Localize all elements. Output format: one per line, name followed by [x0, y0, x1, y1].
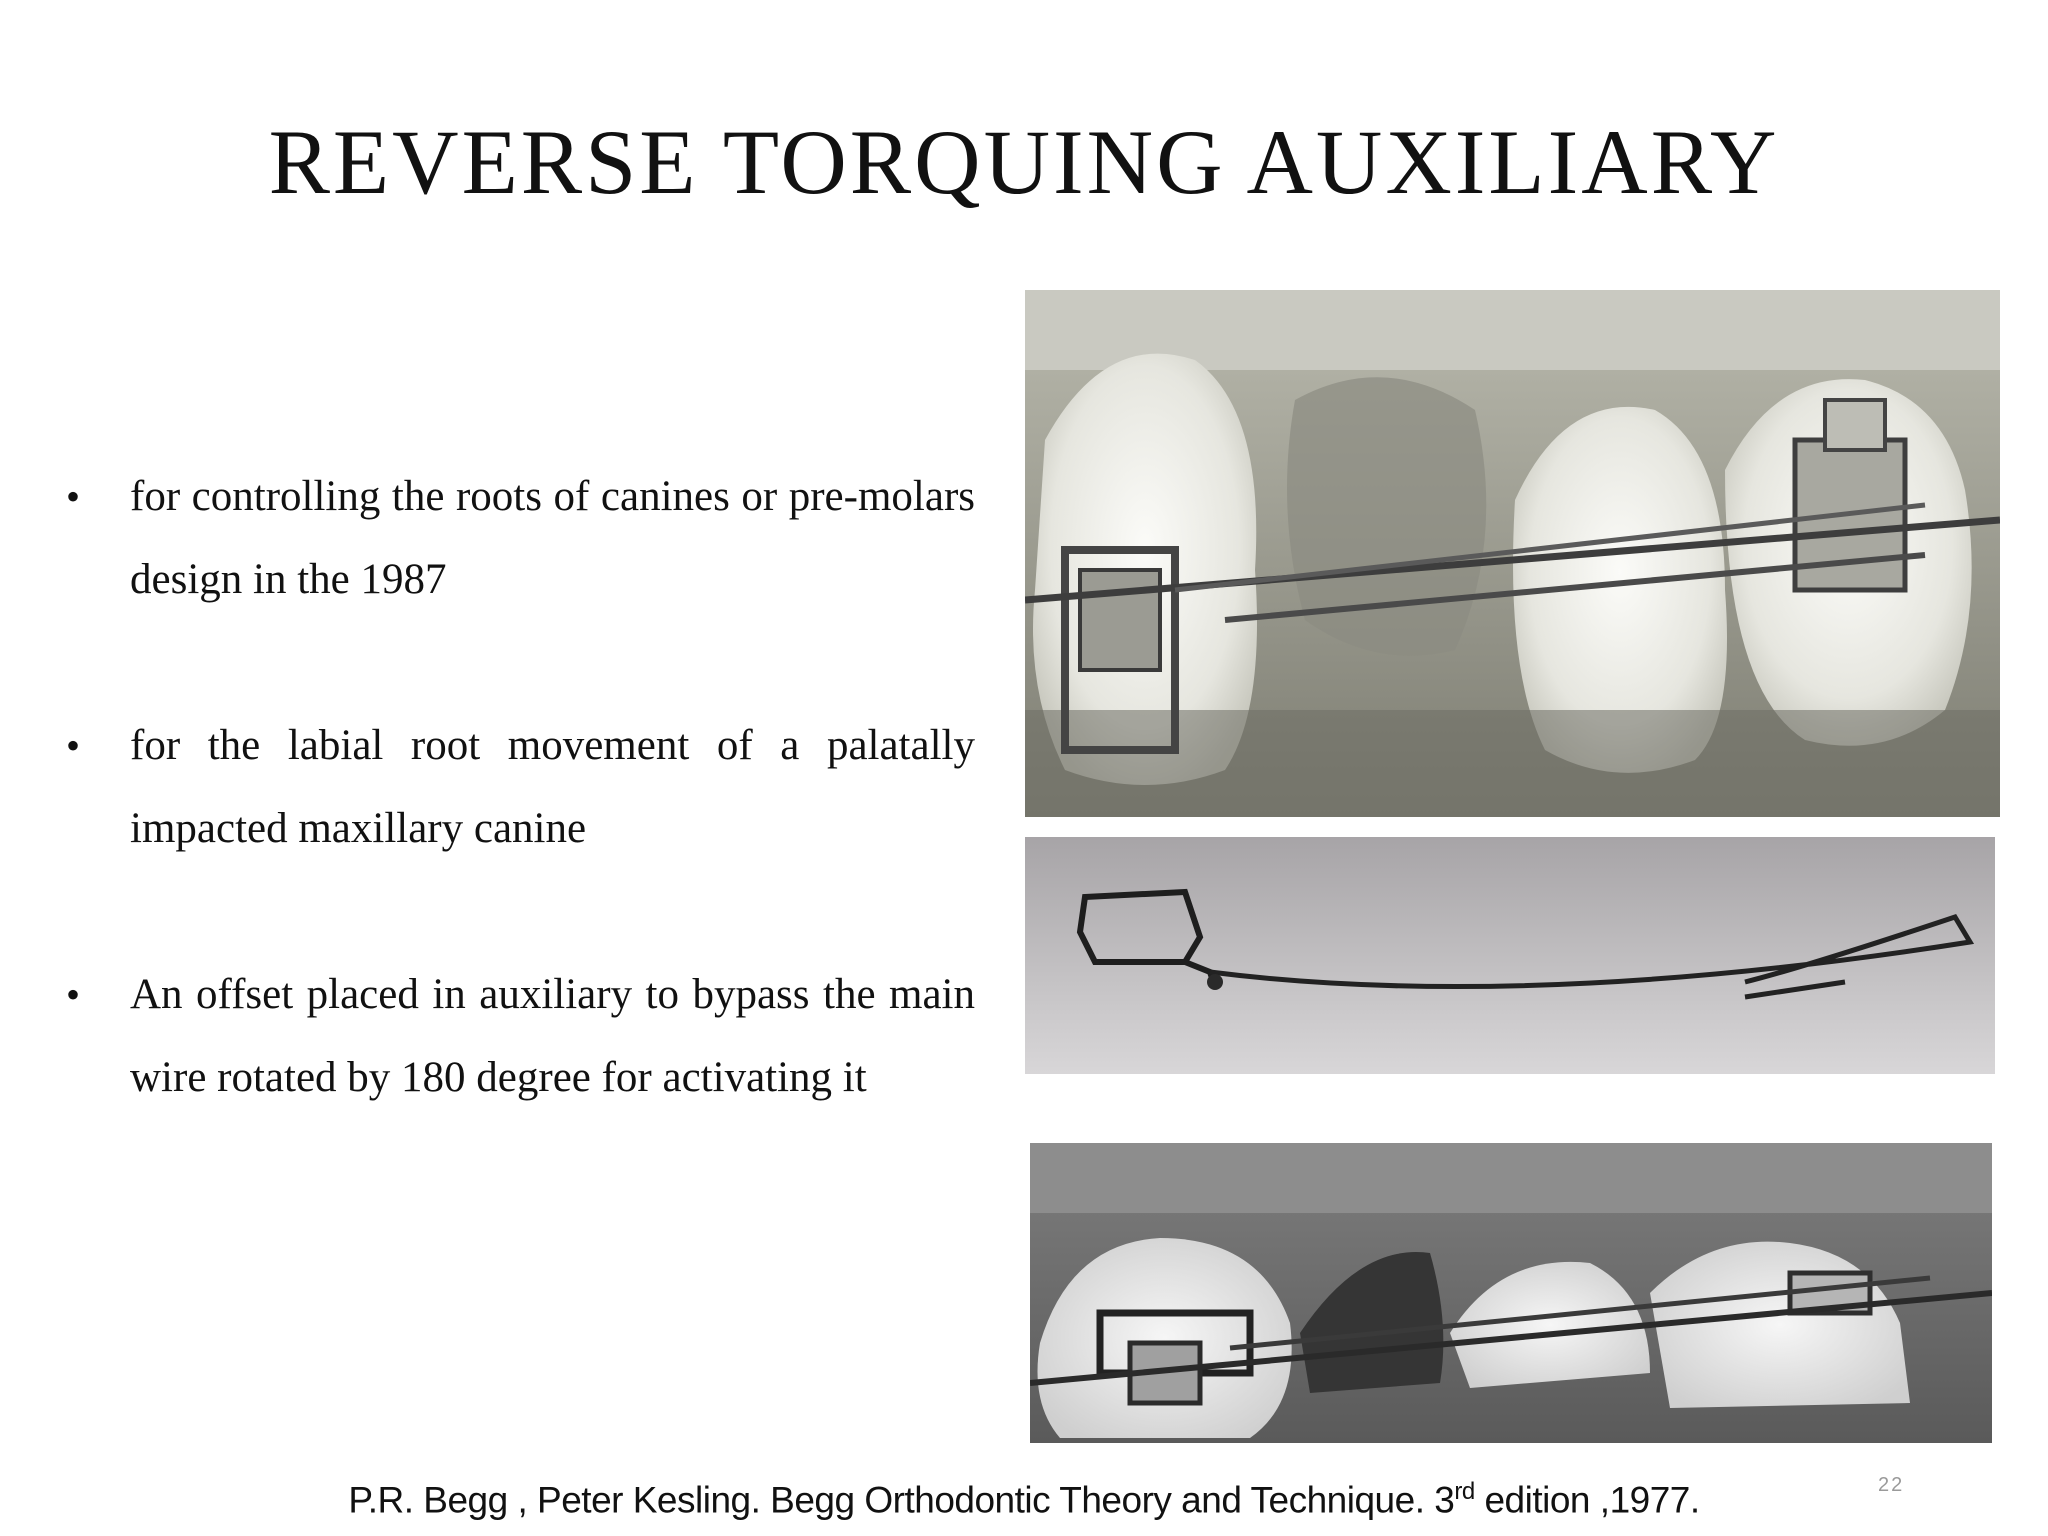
bullet-item	[60, 953, 975, 1119]
bullet-text: for controlling the roots of canines or pre-molars design in the 1987	[130, 473, 975, 603]
photo-illustration	[1025, 837, 1995, 1074]
bullet-item	[60, 455, 975, 621]
photo-illustration	[1030, 1143, 1992, 1443]
reference-title: Begg Orthodontic Theory and Technique. 3	[760, 1479, 1455, 1521]
page-number: 22	[1878, 1474, 1905, 1496]
reference-edition: edition ,1977.	[1474, 1479, 1700, 1521]
reference-citation	[0, 1478, 2048, 1521]
photo-illustration	[1025, 290, 2000, 817]
bullet-item	[60, 704, 975, 870]
bullet-list	[60, 455, 975, 1119]
reference-authors: P.R. Begg , Peter Kesling.	[348, 1479, 761, 1521]
bullet-marker: •	[66, 723, 81, 768]
auxiliary-wire-photo	[1025, 837, 1995, 1074]
slide-title: REVERSE TORQUING AUXILIARY	[268, 111, 1780, 213]
teeth-with-auxiliary-photo	[1025, 290, 2000, 817]
bullet-text: An offset placed in auxiliary to bypass the main wire rotated by 180 degree for activating it	[130, 971, 975, 1101]
bullet-text: for the labial root movement of a palatally impacted maxillary canine	[130, 722, 975, 852]
bullet-marker: •	[66, 972, 81, 1017]
bullet-marker: •	[66, 474, 81, 519]
teeth-with-auxiliary-photo-2	[1030, 1143, 1992, 1443]
reference-superscript: rd	[1454, 1478, 1475, 1505]
